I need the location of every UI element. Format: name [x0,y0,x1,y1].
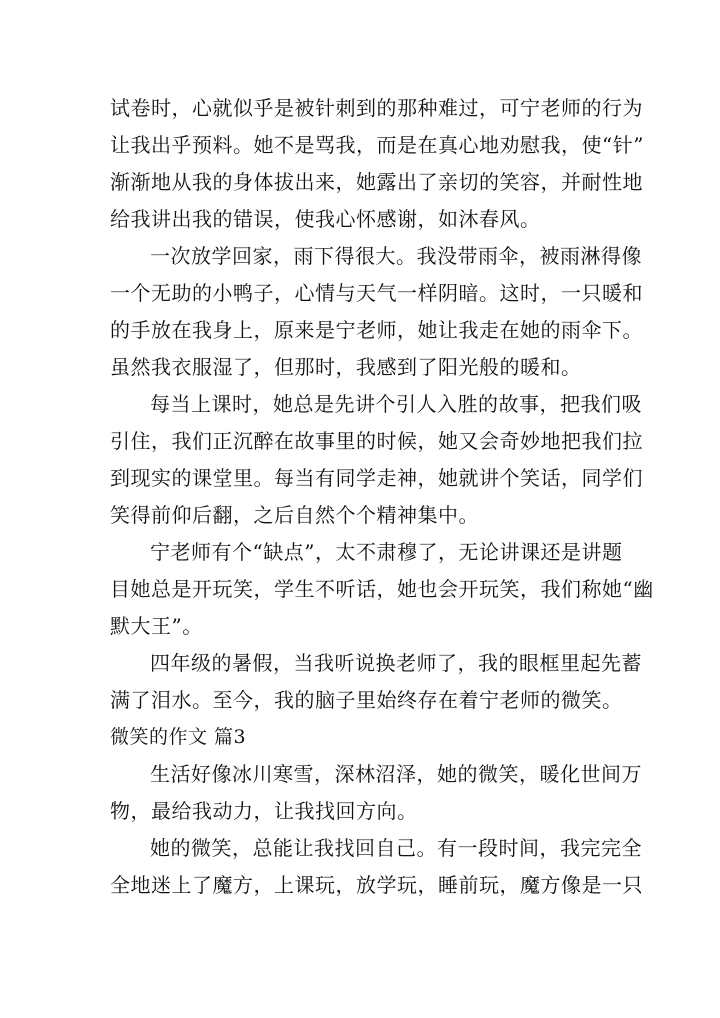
text-line: 让我出乎预料。她不是骂我，而是在真心地劝慰我，使“针” [110,133,644,157]
paragraph-first-line: 每当上课时，她总是先讲个引人入胜的故事，把我们吸 [150,392,642,416]
paragraph-first-line: 她的微笑，总能让我找回自己。有一段时间，我完完全 [150,836,642,860]
text-line: 的手放在我身上，原来是宁老师，她让我走在她的雨伞下。 [110,318,643,342]
text-line: 试卷时，心就似乎是被针刺到的那种难过，可宁老师的行为 [110,96,643,120]
text-line: 到现实的课堂里。每当有同学走神，她就讲个笑话，同学们 [110,466,643,490]
body-text [110,90,654,904]
text-line: 给我讲出我的错误，使我心怀感谢，如沐春风。 [110,207,541,231]
text-line: 一个无助的小鸭子，心情与天气一样阴暗。这时，一只暖和 [110,281,643,305]
paragraph-first-line: 一次放学回家，雨下得很大。我没带雨伞，被雨淋得像 [150,244,642,268]
section-heading: 微笑的作文 篇3 [110,726,247,748]
text-line: 满了泪水。至今，我的脑子里始终存在着宁老师的微笑。 [110,688,623,712]
paragraph-first-line: 宁老师有个“缺点”，太不肃穆了，无论讲课还是讲题 [150,540,623,564]
text-line: 笑得前仰后翻，之后自然个个精神集中。 [110,503,479,527]
paragraph-first-line: 四年级的暑假，当我听说换老师了，我的眼框里起先蓄 [150,651,642,675]
text-line: 全地迷上了魔方，上课玩，放学玩，睡前玩，魔方像是一只 [110,873,643,897]
text-line: 物，最给我动力，让我找回方向。 [110,799,418,823]
text-line: 引住，我们正沉醉在故事里的时候，她又会奇妙地把我们拉 [110,429,643,453]
text-line: 虽然我衣服湿了，但那时，我感到了阳光般的暖和。 [110,355,582,379]
text-line: 渐渐地从我的身体拔出来，她露出了亲切的笑容，并耐性地 [110,170,643,194]
paragraph-first-line: 生活好像冰川寒雪，深林沼泽，她的微笑，暖化世间万 [150,762,642,786]
text-line: 目她总是开玩笑，学生不听话，她也会开玩笑，我们称她“幽 [110,577,654,601]
text-line: 默大王”。 [110,614,203,638]
